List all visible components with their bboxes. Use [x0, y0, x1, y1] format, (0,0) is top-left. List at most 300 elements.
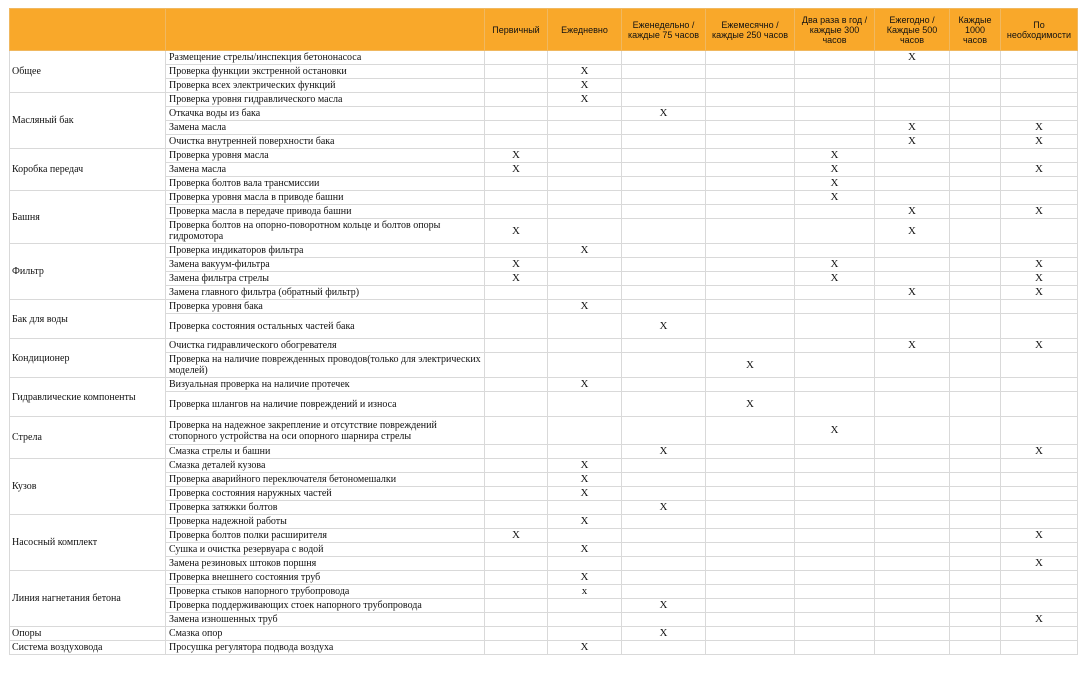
schedule-mark-cell	[950, 353, 1001, 378]
schedule-mark-cell	[950, 473, 1001, 487]
schedule-mark-cell	[548, 501, 622, 515]
schedule-mark-cell: X	[485, 272, 548, 286]
schedule-mark-cell	[548, 353, 622, 378]
schedule-mark-cell	[485, 515, 548, 529]
schedule-mark-cell	[795, 378, 875, 392]
schedule-mark-cell	[548, 599, 622, 613]
schedule-mark-cell: X	[548, 543, 622, 557]
schedule-mark-cell	[950, 177, 1001, 191]
schedule-mark-cell	[485, 191, 548, 205]
schedule-mark-cell: X	[548, 473, 622, 487]
schedule-mark-cell	[548, 392, 622, 417]
schedule-mark-cell	[622, 378, 706, 392]
task-cell: Проверка уровня масла	[166, 149, 485, 163]
table-row	[10, 353, 1078, 378]
schedule-mark-cell: X	[706, 392, 795, 417]
schedule-mark-cell	[622, 258, 706, 272]
schedule-mark-cell	[950, 501, 1001, 515]
schedule-mark-cell	[950, 272, 1001, 286]
schedule-mark-cell: X	[622, 445, 706, 459]
schedule-mark-cell: X	[795, 272, 875, 286]
schedule-mark-cell	[1001, 149, 1078, 163]
schedule-mark-cell	[795, 445, 875, 459]
schedule-mark-cell	[706, 445, 795, 459]
schedule-mark-cell	[795, 219, 875, 244]
schedule-mark-cell	[706, 599, 795, 613]
task-cell: Проверка затяжки болтов	[166, 501, 485, 515]
schedule-mark-cell	[950, 244, 1001, 258]
task-cell: Проверка уровня гидравлического масла	[166, 93, 485, 107]
schedule-mark-cell	[875, 353, 950, 378]
schedule-mark-cell: X	[1001, 205, 1078, 219]
schedule-mark-cell	[795, 121, 875, 135]
schedule-mark-cell	[875, 613, 950, 627]
schedule-mark-cell: X	[548, 79, 622, 93]
schedule-mark-cell	[795, 473, 875, 487]
schedule-mark-cell: X	[875, 121, 950, 135]
schedule-mark-cell	[548, 219, 622, 244]
table-row	[10, 258, 1078, 272]
table-row	[10, 599, 1078, 613]
schedule-mark-cell	[875, 191, 950, 205]
task-cell: Проверка на надежное закрепление и отсутствие повреждений стопорного устройства на оси опорного шарнира стрелы	[166, 417, 485, 445]
schedule-mark-cell	[622, 163, 706, 177]
schedule-mark-cell	[485, 543, 548, 557]
schedule-mark-cell: X	[1001, 339, 1078, 353]
schedule-mark-cell	[950, 191, 1001, 205]
task-cell: Замена масла	[166, 163, 485, 177]
schedule-mark-cell: X	[1001, 557, 1078, 571]
schedule-mark-cell	[548, 149, 622, 163]
header-weekly: Еженедельно / каждые 75 часов	[622, 9, 706, 51]
task-cell: Проверка аварийного переключателя бетономешалки	[166, 473, 485, 487]
table-row	[10, 613, 1078, 627]
schedule-mark-cell	[875, 378, 950, 392]
schedule-mark-cell	[485, 599, 548, 613]
schedule-mark-cell	[1001, 79, 1078, 93]
schedule-mark-cell	[875, 107, 950, 121]
schedule-mark-cell	[485, 205, 548, 219]
schedule-mark-cell	[875, 417, 950, 445]
schedule-mark-cell	[622, 641, 706, 655]
task-cell: Проверка уровня бака	[166, 300, 485, 314]
schedule-mark-cell	[950, 613, 1001, 627]
category-cell: Система воздуховода	[10, 641, 166, 655]
schedule-mark-cell	[622, 93, 706, 107]
table-row	[10, 79, 1078, 93]
schedule-mark-cell	[706, 515, 795, 529]
schedule-mark-cell: X	[1001, 445, 1078, 459]
schedule-mark-cell	[795, 135, 875, 149]
table-row	[10, 107, 1078, 121]
schedule-mark-cell	[706, 121, 795, 135]
schedule-mark-cell	[485, 314, 548, 339]
schedule-mark-cell	[875, 445, 950, 459]
schedule-mark-cell	[622, 205, 706, 219]
table-row	[10, 459, 1078, 473]
task-cell: Замена изношенных труб	[166, 613, 485, 627]
table-row	[10, 121, 1078, 135]
schedule-mark-cell	[706, 641, 795, 655]
schedule-mark-cell	[1001, 417, 1078, 445]
schedule-mark-cell	[706, 51, 795, 65]
schedule-mark-cell	[485, 65, 548, 79]
schedule-mark-cell: X	[1001, 121, 1078, 135]
schedule-mark-cell	[1001, 543, 1078, 557]
schedule-mark-cell	[875, 641, 950, 655]
schedule-mark-cell	[706, 417, 795, 445]
schedule-mark-cell	[706, 339, 795, 353]
task-cell: Проверка болтов вала трансмиссии	[166, 177, 485, 191]
schedule-mark-cell	[875, 244, 950, 258]
schedule-mark-cell	[706, 585, 795, 599]
schedule-mark-cell	[485, 79, 548, 93]
schedule-mark-cell: X	[1001, 258, 1078, 272]
schedule-mark-cell: X	[795, 258, 875, 272]
schedule-mark-cell	[706, 378, 795, 392]
schedule-mark-cell	[795, 585, 875, 599]
schedule-mark-cell	[706, 571, 795, 585]
schedule-mark-cell: X	[875, 339, 950, 353]
schedule-mark-cell	[548, 417, 622, 445]
schedule-mark-cell	[795, 501, 875, 515]
schedule-mark-cell: X	[875, 219, 950, 244]
schedule-mark-cell	[706, 258, 795, 272]
task-cell: Проверка на наличие поврежденных проводов(только для электрических моделей)	[166, 353, 485, 378]
schedule-mark-cell	[950, 314, 1001, 339]
schedule-mark-cell	[795, 641, 875, 655]
schedule-mark-cell	[485, 571, 548, 585]
schedule-mark-cell	[795, 314, 875, 339]
schedule-mark-cell	[950, 107, 1001, 121]
task-cell: Проверка уровня масла в приводе башни	[166, 191, 485, 205]
schedule-mark-cell	[1001, 473, 1078, 487]
schedule-mark-cell	[875, 529, 950, 543]
task-cell: Замена фильтра стрелы	[166, 272, 485, 286]
schedule-mark-cell	[950, 417, 1001, 445]
schedule-mark-cell	[795, 599, 875, 613]
schedule-mark-cell: X	[1001, 135, 1078, 149]
schedule-mark-cell	[622, 121, 706, 135]
category-cell: Масляный бак	[10, 93, 166, 149]
task-cell: Проверка стыков напорного трубопровода	[166, 585, 485, 599]
schedule-mark-cell	[795, 557, 875, 571]
schedule-mark-cell	[622, 177, 706, 191]
schedule-mark-cell	[1001, 392, 1078, 417]
schedule-mark-cell	[706, 272, 795, 286]
schedule-mark-cell	[875, 392, 950, 417]
schedule-mark-cell: X	[795, 149, 875, 163]
schedule-mark-cell	[622, 529, 706, 543]
category-cell: Башня	[10, 191, 166, 244]
task-cell: Замена масла	[166, 121, 485, 135]
schedule-mark-cell	[485, 339, 548, 353]
schedule-mark-cell	[1001, 501, 1078, 515]
schedule-mark-cell	[706, 529, 795, 543]
schedule-mark-cell	[795, 93, 875, 107]
schedule-mark-cell	[485, 378, 548, 392]
schedule-mark-cell	[795, 205, 875, 219]
schedule-mark-cell	[795, 244, 875, 258]
schedule-mark-cell	[485, 93, 548, 107]
table-row	[10, 205, 1078, 219]
schedule-mark-cell	[485, 501, 548, 515]
schedule-mark-cell	[622, 459, 706, 473]
schedule-mark-cell	[485, 473, 548, 487]
category-cell: Бак для воды	[10, 300, 166, 339]
schedule-mark-cell	[485, 107, 548, 121]
schedule-mark-cell	[1001, 191, 1078, 205]
schedule-mark-cell	[795, 515, 875, 529]
task-cell: Смазка стрелы и башни	[166, 445, 485, 459]
schedule-mark-cell: X	[548, 641, 622, 655]
schedule-mark-cell	[1001, 515, 1078, 529]
table-row	[10, 135, 1078, 149]
task-cell: Проверка состояния наружных частей	[166, 487, 485, 501]
schedule-mark-cell	[950, 459, 1001, 473]
header-1000h: Каждые 1000 часов	[950, 9, 1001, 51]
schedule-mark-cell	[485, 300, 548, 314]
schedule-mark-cell: X	[485, 258, 548, 272]
schedule-mark-cell	[1001, 300, 1078, 314]
schedule-mark-cell	[706, 149, 795, 163]
schedule-mark-cell: X	[622, 501, 706, 515]
table-row	[10, 163, 1078, 177]
schedule-mark-cell	[795, 613, 875, 627]
header-daily: Ежедневно	[548, 9, 622, 51]
schedule-mark-cell	[1001, 459, 1078, 473]
schedule-mark-cell	[622, 65, 706, 79]
schedule-mark-cell	[1001, 177, 1078, 191]
schedule-mark-cell	[795, 79, 875, 93]
task-cell: Замена вакуум-фильтра	[166, 258, 485, 272]
schedule-mark-cell	[950, 515, 1001, 529]
schedule-mark-cell	[548, 339, 622, 353]
schedule-mark-cell	[875, 487, 950, 501]
schedule-mark-cell	[706, 314, 795, 339]
schedule-mark-cell	[706, 487, 795, 501]
schedule-mark-cell	[950, 557, 1001, 571]
schedule-mark-cell	[706, 79, 795, 93]
schedule-mark-cell: X	[548, 459, 622, 473]
schedule-mark-cell	[875, 163, 950, 177]
schedule-mark-cell	[1001, 107, 1078, 121]
schedule-mark-cell	[548, 121, 622, 135]
task-cell: Откачка воды из бака	[166, 107, 485, 121]
schedule-mark-cell	[875, 543, 950, 557]
table-row	[10, 417, 1078, 445]
schedule-mark-cell	[875, 557, 950, 571]
schedule-mark-cell	[875, 300, 950, 314]
category-cell: Коробка передач	[10, 149, 166, 191]
schedule-mark-cell	[875, 585, 950, 599]
schedule-mark-cell	[622, 473, 706, 487]
table-row	[10, 65, 1078, 79]
schedule-mark-cell	[950, 300, 1001, 314]
table-row	[10, 585, 1078, 599]
table-row	[10, 149, 1078, 163]
schedule-mark-cell	[622, 353, 706, 378]
task-cell: Очистка гидравлического обогревателя	[166, 339, 485, 353]
header-monthly: Ежемесячно / каждые 250 часов	[706, 9, 795, 51]
schedule-mark-cell	[795, 571, 875, 585]
schedule-mark-cell	[548, 272, 622, 286]
table-row	[10, 93, 1078, 107]
task-cell: Проверка масла в передаче привода башни	[166, 205, 485, 219]
schedule-mark-cell	[622, 79, 706, 93]
schedule-mark-cell	[875, 571, 950, 585]
maintenance-schedule-table	[9, 8, 1078, 655]
schedule-mark-cell: X	[548, 244, 622, 258]
schedule-mark-cell	[548, 529, 622, 543]
schedule-mark-cell	[1001, 65, 1078, 79]
schedule-mark-cell: X	[548, 515, 622, 529]
schedule-mark-cell: X	[622, 599, 706, 613]
schedule-mark-cell	[548, 205, 622, 219]
schedule-mark-cell	[950, 219, 1001, 244]
schedule-mark-cell	[706, 473, 795, 487]
schedule-mark-cell	[875, 177, 950, 191]
schedule-mark-cell	[795, 339, 875, 353]
header-task-cell	[166, 9, 485, 51]
schedule-mark-cell: X	[875, 205, 950, 219]
schedule-mark-cell	[706, 501, 795, 515]
schedule-mark-cell	[485, 51, 548, 65]
schedule-mark-cell	[548, 613, 622, 627]
task-cell: Визуальная проверка на наличие протечек	[166, 378, 485, 392]
schedule-mark-cell	[950, 599, 1001, 613]
schedule-mark-cell	[875, 272, 950, 286]
table-row	[10, 515, 1078, 529]
table-row	[10, 557, 1078, 571]
schedule-mark-cell: X	[1001, 272, 1078, 286]
schedule-mark-cell	[950, 286, 1001, 300]
schedule-mark-cell	[950, 121, 1001, 135]
task-cell: Проверка внешнего состояния труб	[166, 571, 485, 585]
schedule-mark-cell: X	[548, 93, 622, 107]
header-primary: Первичный	[485, 9, 548, 51]
schedule-mark-cell	[622, 219, 706, 244]
schedule-mark-cell	[548, 286, 622, 300]
schedule-mark-cell	[548, 627, 622, 641]
schedule-mark-cell: X	[1001, 286, 1078, 300]
schedule-mark-cell	[950, 392, 1001, 417]
category-cell: Линия нагнетания бетона	[10, 571, 166, 627]
schedule-mark-cell	[1001, 641, 1078, 655]
schedule-mark-cell	[950, 641, 1001, 655]
schedule-mark-cell	[706, 627, 795, 641]
schedule-mark-cell	[548, 51, 622, 65]
schedule-mark-cell: X	[485, 163, 548, 177]
schedule-mark-cell	[950, 445, 1001, 459]
schedule-mark-cell	[485, 445, 548, 459]
schedule-mark-cell	[1001, 353, 1078, 378]
schedule-mark-cell	[875, 65, 950, 79]
schedule-mark-cell	[950, 79, 1001, 93]
task-cell: Замена главного фильтра (обратный фильтр)	[166, 286, 485, 300]
schedule-mark-cell	[795, 529, 875, 543]
table-row	[10, 445, 1078, 459]
category-cell: Фильтр	[10, 244, 166, 300]
schedule-mark-cell	[622, 557, 706, 571]
schedule-mark-cell	[706, 613, 795, 627]
schedule-mark-cell	[795, 543, 875, 557]
task-cell: Размещение стрелы/инспекция бетононасоса	[166, 51, 485, 65]
task-cell: Проверка поддерживающих стоек напорного трубопровода	[166, 599, 485, 613]
task-cell: Проверка всех электрических функций	[166, 79, 485, 93]
header-annual: Ежегодно / Каждые 500 часов	[875, 9, 950, 51]
schedule-mark-cell	[622, 392, 706, 417]
schedule-mark-cell	[950, 378, 1001, 392]
schedule-mark-cell	[706, 93, 795, 107]
schedule-mark-cell	[548, 191, 622, 205]
table-row	[10, 487, 1078, 501]
schedule-mark-cell	[706, 286, 795, 300]
task-cell: Проверка функции экстренной остановки	[166, 65, 485, 79]
schedule-mark-cell	[875, 627, 950, 641]
schedule-mark-cell	[706, 543, 795, 557]
task-cell: Замена резиновых штоков поршня	[166, 557, 485, 571]
schedule-mark-cell	[875, 459, 950, 473]
schedule-mark-cell	[622, 149, 706, 163]
schedule-mark-cell	[950, 571, 1001, 585]
category-cell: Гидравлические компоненты	[10, 378, 166, 417]
schedule-mark-cell: X	[485, 219, 548, 244]
schedule-mark-cell	[622, 613, 706, 627]
schedule-mark-cell	[875, 93, 950, 107]
task-cell: Проверка надежной работы	[166, 515, 485, 529]
schedule-mark-cell	[485, 487, 548, 501]
schedule-mark-cell	[485, 286, 548, 300]
schedule-mark-cell: X	[622, 107, 706, 121]
table-row	[10, 571, 1078, 585]
schedule-mark-cell	[875, 473, 950, 487]
schedule-mark-cell	[1001, 627, 1078, 641]
header-semiannual: Два раза в год / каждые 300 часов	[795, 9, 875, 51]
schedule-mark-cell	[622, 244, 706, 258]
table-row	[10, 378, 1078, 392]
schedule-mark-cell	[706, 107, 795, 121]
task-cell: Очистка внутренней поверхности бака	[166, 135, 485, 149]
schedule-mark-cell	[706, 191, 795, 205]
schedule-mark-cell	[548, 163, 622, 177]
schedule-mark-cell	[485, 392, 548, 417]
schedule-mark-cell: X	[875, 51, 950, 65]
table-row	[10, 641, 1078, 655]
schedule-mark-cell	[485, 557, 548, 571]
schedule-mark-cell	[795, 487, 875, 501]
task-cell: Проверка болтов полки расширителя	[166, 529, 485, 543]
schedule-mark-cell	[548, 107, 622, 121]
schedule-mark-cell	[795, 392, 875, 417]
header-as-needed: По необходимости	[1001, 9, 1078, 51]
header-row	[10, 9, 1078, 51]
category-cell: Опоры	[10, 627, 166, 641]
schedule-mark-cell	[622, 272, 706, 286]
task-cell: Сушка и очистка резервуара с водой	[166, 543, 485, 557]
table-row	[10, 51, 1078, 65]
task-cell: Проверка состояния остальных частей бака	[166, 314, 485, 339]
schedule-mark-cell	[1001, 571, 1078, 585]
schedule-mark-cell	[1001, 487, 1078, 501]
table-row	[10, 244, 1078, 258]
schedule-mark-cell	[548, 445, 622, 459]
table-row	[10, 177, 1078, 191]
schedule-mark-cell: X	[622, 627, 706, 641]
schedule-mark-cell	[1001, 599, 1078, 613]
schedule-mark-cell	[875, 599, 950, 613]
table-row	[10, 339, 1078, 353]
